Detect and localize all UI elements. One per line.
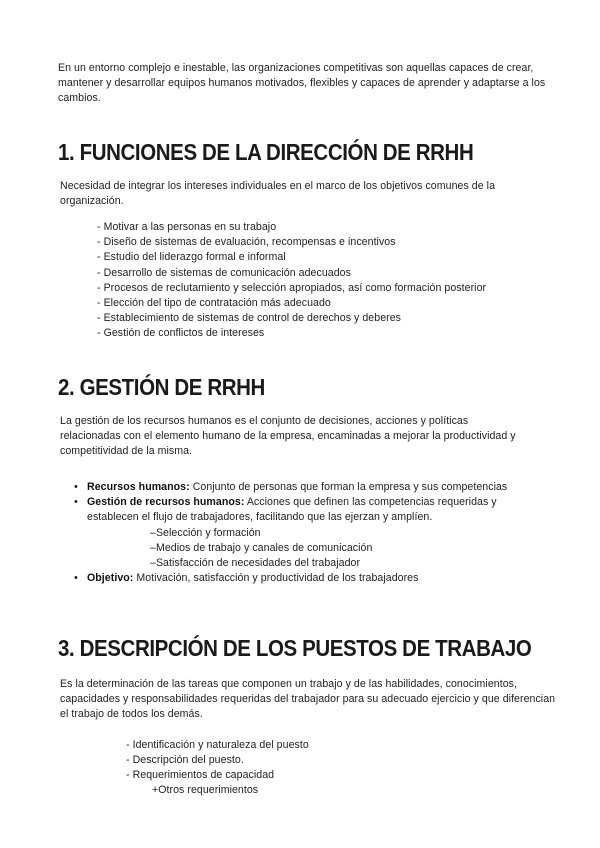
section-1-list	[97, 220, 486, 342]
section-2-subitems	[150, 526, 372, 572]
list-item: - Identificación y naturaleza del puesto	[126, 739, 309, 751]
bullet-term: Gestión de recursos humanos:	[87, 496, 245, 509]
intro-paragraph: En un entorno complejo e inestable, las organizaciones competitivas son aquellas capaces de crear, mantener y desarrollar equipos humanos motivados, flexibles y capaces de aprender y adaptarse a los cambios.	[58, 62, 546, 105]
section-2-paragraph: La gestión de los recursos humanos es el conjunto de decisiones, acciones y políticas relacionadas con el elemento humano de la empresa, encaminadas a mejorar la productividad y competitividad de la misma.	[60, 415, 516, 458]
section-3-title: 3. DESCRIPCIÓN DE LOS PUESTOS DE TRABAJO	[58, 636, 532, 662]
list-item: - Requerimientos de capacidad	[126, 769, 275, 782]
bullet-term: Objetivo:	[87, 572, 134, 584]
bullet-item	[74, 571, 549, 586]
list-item: - Elección del tipo de contratación más adecuado	[97, 297, 331, 310]
section-2-title: 2. GESTIÓN DE RRHH	[58, 375, 265, 401]
section-3-paragraph: Es la determinación de las tareas que componen un trabajo y de las habilidades, conocimientos, capacidades y responsabilidades requeridas del trabajador para su adecuado ejercicio y que diferencian el trabajo de todos los demás.	[60, 678, 556, 721]
section-3-subitem: +Otros requerimientos	[152, 784, 259, 796]
bullet-item	[74, 480, 549, 495]
section-1-paragraph: Necesidad de integrar los intereses individuales en el marco de los objetivos comunes de la organización.	[60, 180, 496, 208]
section-2-bullets-end	[74, 571, 549, 586]
sub-item: –Selección y formación	[150, 527, 261, 539]
list-item: - Motivar a las personas en su trabajo	[97, 221, 277, 233]
list-item: - Diseño de sistemas de evaluación, recompensas e incentivos	[97, 236, 396, 249]
bullet-text: Motivación, satisfacción y productividad de los trabajadores	[133, 572, 419, 584]
list-item: - Establecimiento de sistemas de control de derechos y deberes	[97, 312, 402, 325]
sub-item: –Medios de trabajo y canales de comunicación	[150, 542, 373, 555]
bullet-text: Conjunto de personas que forman la empresa y sus competencias	[189, 481, 508, 493]
list-item: - Desarrollo de sistemas de comunicación adecuados	[97, 266, 351, 279]
bullet-item	[74, 495, 549, 525]
section-3-list	[126, 738, 309, 784]
section-2-bullets	[74, 480, 549, 526]
bullet-term: Recursos humanos:	[87, 481, 190, 493]
sub-item: –Satisfacción de necesidades del trabajador	[150, 557, 361, 570]
list-item: - Descripción del puesto.	[126, 754, 244, 767]
list-item: - Procesos de reclutamiento y selección apropiados, así como formación posterior	[97, 281, 487, 294]
list-item: - Estudio del liderazgo formal e informal	[97, 251, 286, 264]
section-1-title: 1. FUNCIONES DE LA DIRECCIÓN DE RRHH	[58, 140, 474, 166]
bullet-text: Acciones que definen las competencias requeridas y establecen el flujo de trabajadores, facilitando que las ejerzan y amplíen.	[87, 496, 497, 524]
list-item: - Gestión de conflictos de intereses	[97, 327, 265, 340]
